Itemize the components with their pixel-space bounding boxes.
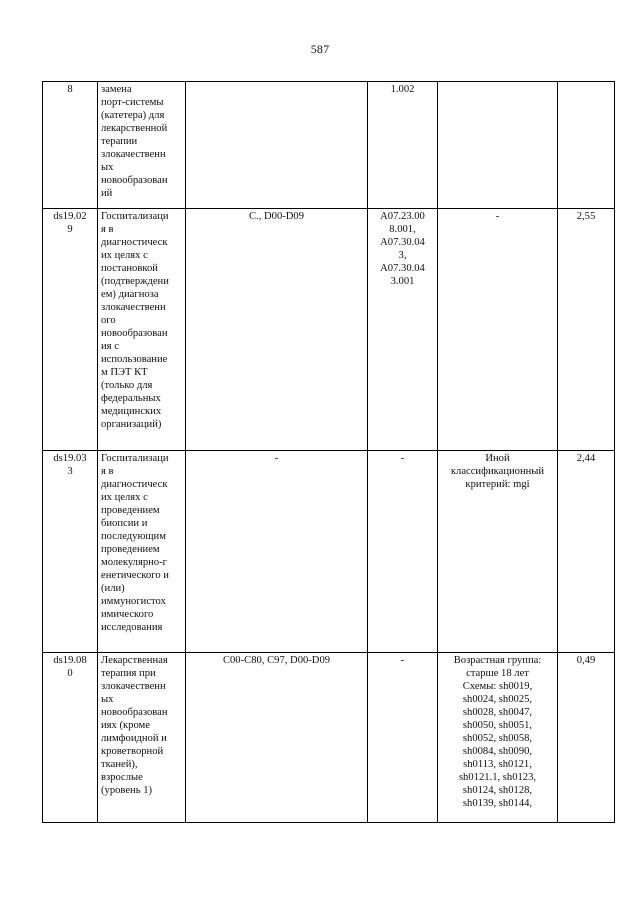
row-other-cell: - xyxy=(438,209,558,451)
row-name-cell: Госпитализаци я в диагностическ их целях с постановкой (подтверждени ем) диагноза злокачественн ого новообразован ия с использование м ПЭТ КТ (только для федеральных медицинских организаций) xyxy=(98,209,186,451)
page-number: 587 xyxy=(310,42,330,56)
row-code-cell: ds19.02 9 xyxy=(43,209,98,451)
row-services-cell: 1.002 xyxy=(368,82,438,209)
row-coefficient-cell: 2,55 xyxy=(558,209,615,451)
table-row xyxy=(43,653,615,823)
row-code-cell: 8 xyxy=(43,82,98,209)
table-row xyxy=(43,209,615,451)
row-services-cell: - xyxy=(368,653,438,823)
row-diagnosis-cell: C00-C80, C97, D00-D09 xyxy=(186,653,368,823)
table-row xyxy=(43,82,615,209)
row-other-cell: Возрастная группа: старше 18 лет Схемы: sh0019, sh0024, sh0025, sh0028, sh0047, sh0050, sh0051, sh0052, sh0058, sh0084, sh0090, sh0113, sh0121, sh0121.1, sh0123, sh0124, sh0128, sh0139, sh0144, xyxy=(438,653,558,823)
row-diagnosis-cell: C., D00-D09 xyxy=(186,209,368,451)
row-code-cell: ds19.03 3 xyxy=(43,451,98,653)
row-name-cell: Лекарственная терапия при злокачественн ых новообразован иях (кроме лимфоидной и кроветворной тканей), взрослые (уровень 1) xyxy=(98,653,186,823)
row-coefficient-cell xyxy=(558,82,615,209)
tariff-table xyxy=(42,81,615,823)
row-services-cell: - xyxy=(368,451,438,653)
row-name-cell: замена порт-системы (катетера) для лекарственной терапии злокачественн ых новообразован ий xyxy=(98,82,186,209)
table-row xyxy=(43,451,615,653)
row-other-cell: Иной классификационный критерий: mgi xyxy=(438,451,558,653)
row-coefficient-cell: 2,44 xyxy=(558,451,615,653)
row-diagnosis-cell xyxy=(186,82,368,209)
row-name-cell: Госпитализаци я в диагностическ их целях с проведением биопсии и последующим проведением молекулярно-г енетического и (или) иммуногистох имического исследования xyxy=(98,451,186,653)
row-diagnosis-cell: - xyxy=(186,451,368,653)
row-coefficient-cell: 0,49 xyxy=(558,653,615,823)
row-other-cell xyxy=(438,82,558,209)
row-code-cell: ds19.08 0 xyxy=(43,653,98,823)
row-services-cell: A07.23.00 8.001, A07.30.04 3, A07.30.04 3.001 xyxy=(368,209,438,451)
